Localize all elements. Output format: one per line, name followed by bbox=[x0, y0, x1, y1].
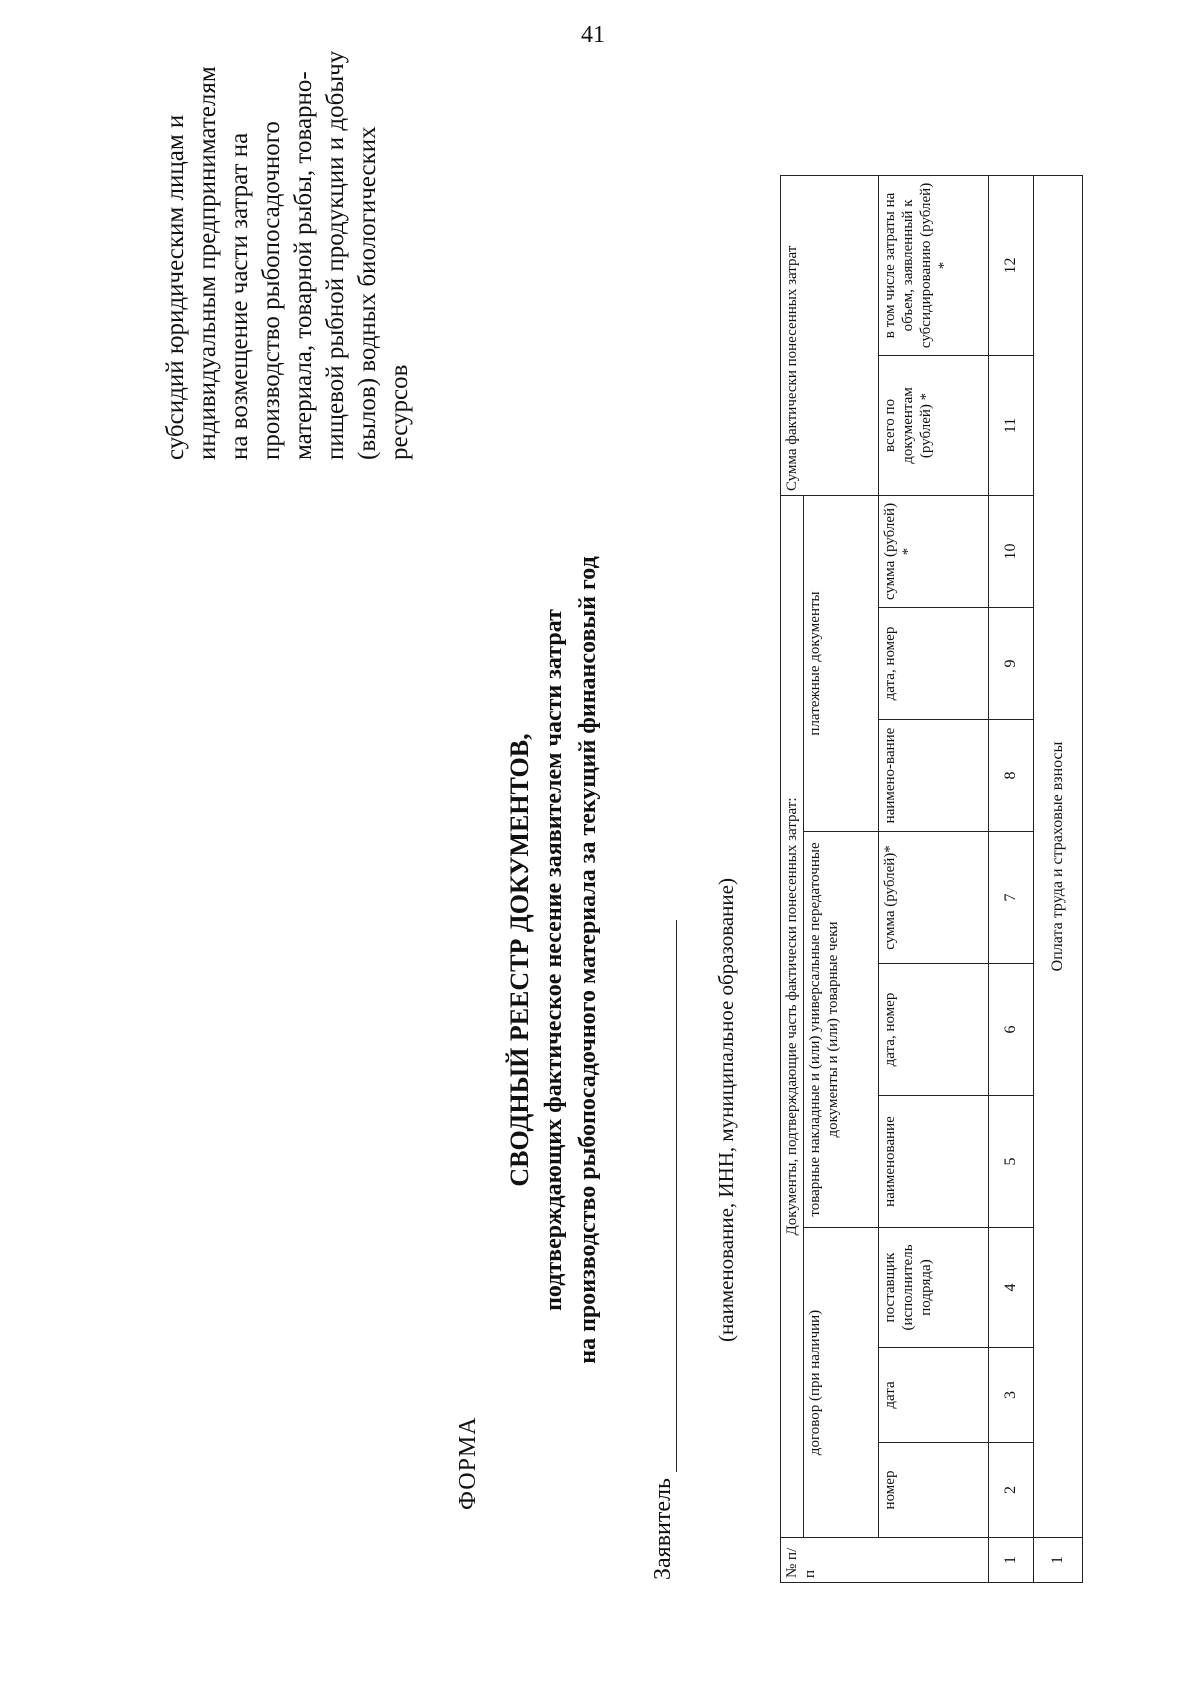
purpose-text: субсидий юридическим лицам и индивидуальным предпринимателям на возмещение части затрат на производство рыбопосадочного материала, товарной рыбы, товарно-пищевой рыбной продукции и добычу (вылов) водных биологических ресурсов bbox=[162, 50, 413, 460]
column-number: 12 bbox=[989, 175, 1034, 355]
col-header: сумма (рублей)* bbox=[879, 832, 989, 964]
column-number: 5 bbox=[989, 1096, 1034, 1228]
column-number: 7 bbox=[989, 832, 1034, 964]
title-line-2: подтверждающих фактическое несение заявителем части затрат bbox=[541, 609, 567, 1311]
header-row-3 bbox=[879, 175, 989, 1582]
column-number-row bbox=[989, 175, 1034, 1582]
col-header: дата, номер bbox=[879, 964, 989, 1096]
column-number: 3 bbox=[989, 1348, 1034, 1443]
col-header: поставщик (исполнитель подряда) bbox=[879, 1228, 989, 1348]
applicant-input-line[interactable] bbox=[654, 920, 677, 1472]
rotated-document-sheet bbox=[0, 40, 1100, 1640]
column-number: 4 bbox=[989, 1228, 1034, 1348]
group-total-header: Сумма фактически понесенных затрат bbox=[781, 175, 879, 495]
column-number: 2 bbox=[989, 1443, 1034, 1538]
column-number: 11 bbox=[989, 355, 1034, 495]
title-main: СВОДНЫЙ РЕЕСТР ДОКУМЕНТОВ, bbox=[505, 733, 534, 1187]
applicant-row bbox=[650, 920, 677, 1580]
col-index-header: № п/п bbox=[781, 1538, 989, 1583]
col-header: сумма (рублей) * bbox=[879, 495, 989, 607]
section-row bbox=[1034, 175, 1083, 1582]
header-row-1 bbox=[781, 175, 804, 1582]
group-contract-header: договор (при наличии) bbox=[804, 1228, 879, 1538]
col-header: наименование bbox=[879, 1096, 989, 1228]
documents-registry-table bbox=[780, 175, 1083, 1583]
col-header: в том числе затраты на объем, заявленный к субсидированию (рублей) * bbox=[879, 175, 989, 355]
col-header: номер bbox=[879, 1443, 989, 1538]
col-header: дата bbox=[879, 1348, 989, 1443]
title-line-3: на производство рыбопосадочного материала за текущий финансовый год bbox=[575, 556, 601, 1364]
col-header: дата, номер bbox=[879, 608, 989, 720]
group-docs-header: Документы, подтверждающие часть фактически понесенных затрат: bbox=[781, 495, 804, 1537]
column-number: 8 bbox=[989, 720, 1034, 832]
column-number: 10 bbox=[989, 495, 1034, 607]
group-payments-header: платежные документы bbox=[804, 495, 879, 831]
column-number: 6 bbox=[989, 964, 1034, 1096]
col-header: наимено-вание bbox=[879, 720, 989, 832]
form-label: ФОРМА bbox=[455, 1416, 481, 1510]
section-label: Оплата труда и страховые взносы bbox=[1034, 175, 1083, 1537]
document-title bbox=[503, 400, 605, 1520]
group-invoices-header: товарные накладные и (или) универсальные передаточные документы и (или) товарные чеки bbox=[804, 832, 879, 1228]
page-number: 41 bbox=[581, 22, 605, 48]
column-number: 9 bbox=[989, 608, 1034, 720]
applicant-caption: (наименование, ИНН, муниципальное образование) bbox=[714, 878, 738, 1342]
section-index: 1 bbox=[1034, 1538, 1083, 1583]
col-header: всего по документам (рублей) * bbox=[879, 355, 989, 495]
column-number: 1 bbox=[989, 1538, 1034, 1583]
applicant-label: Заявитель bbox=[650, 1478, 676, 1580]
